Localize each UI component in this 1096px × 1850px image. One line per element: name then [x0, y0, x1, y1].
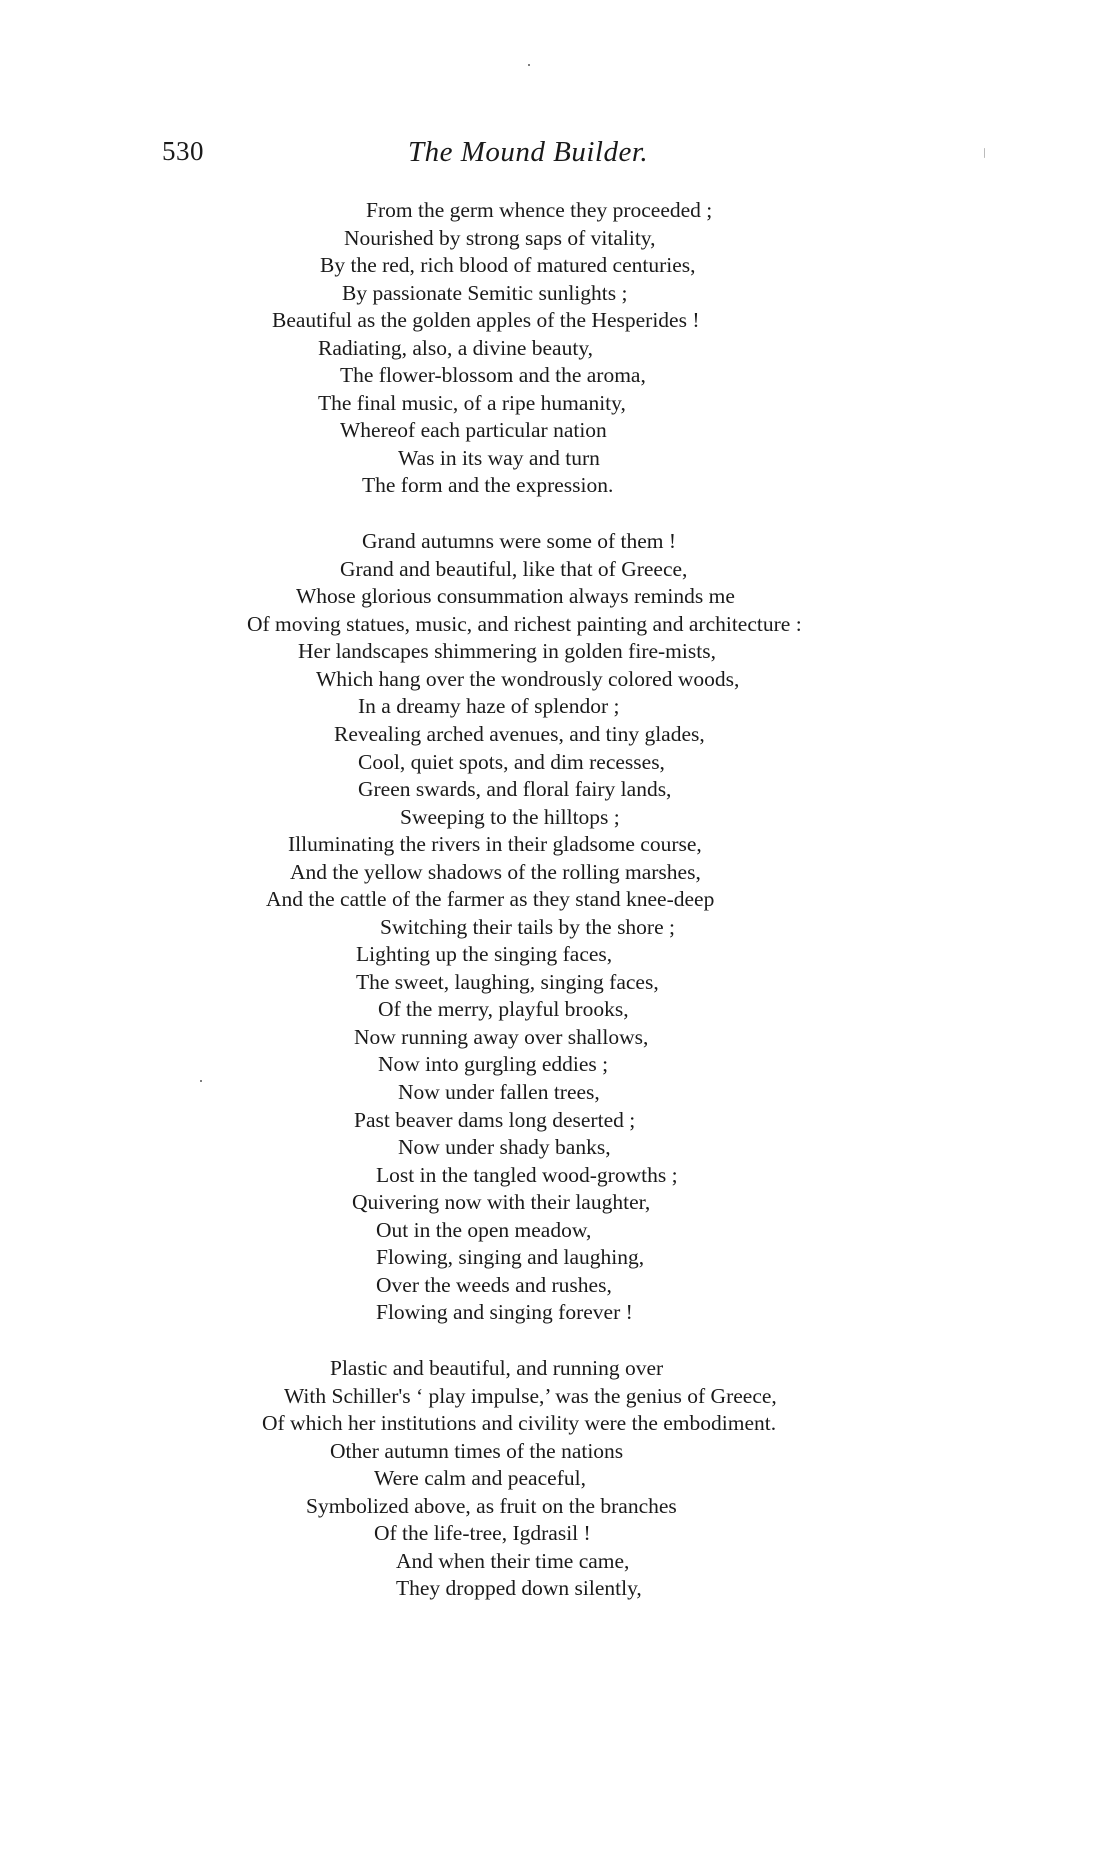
- poem-line: Was in its way and turn: [398, 446, 600, 470]
- page-number: 530: [162, 136, 204, 166]
- poem-line: Symbolized above, as fruit on the branches: [306, 1494, 677, 1518]
- poem-line: Revealing arched avenues, and tiny glades,: [334, 722, 705, 746]
- poem-line: The flower-blossom and the aroma,: [340, 363, 646, 387]
- poem-line: Were calm and peaceful,: [374, 1466, 586, 1490]
- poem-line: And when their time came,: [396, 1549, 630, 1573]
- poem-line: Other autumn times of the nations: [330, 1439, 624, 1463]
- poem-line: By the red, rich blood of matured centuries,: [320, 253, 696, 277]
- poem-line: Cool, quiet spots, and dim recesses,: [358, 750, 665, 774]
- poem-line: Beautiful as the golden apples of the Hesperides !: [272, 308, 700, 332]
- poem-line: The sweet, laughing, singing faces,: [356, 970, 659, 994]
- poem-line: Grand and beautiful, like that of Greece,: [340, 557, 688, 581]
- poem-line: Flowing, singing and laughing,: [376, 1245, 645, 1269]
- poem-line: Of which her institutions and civility were the embodiment.: [262, 1411, 777, 1435]
- poem-line: Quivering now with their laughter,: [352, 1190, 651, 1214]
- poem-line: The final music, of a ripe humanity,: [318, 391, 626, 415]
- poem-line: Illuminating the rivers in their gladsome course,: [288, 832, 702, 856]
- poem-line: Whereof each particular nation: [340, 418, 607, 442]
- poem-line: Green swards, and floral fairy lands,: [358, 777, 672, 801]
- poem-line: From the germ whence they proceeded ;: [366, 198, 713, 222]
- poem-line: Grand autumns were some of them !: [362, 529, 677, 553]
- poem-line: Of moving statues, music, and richest painting and architecture :: [247, 612, 802, 636]
- poem-line: Of the merry, playful brooks,: [378, 997, 629, 1021]
- poem-line: Flowing and singing forever !: [376, 1300, 633, 1324]
- poem-line: Now running away over shallows,: [354, 1025, 649, 1049]
- poem-line: Switching their tails by the shore ;: [380, 915, 675, 939]
- paper-speck: [528, 64, 530, 66]
- poem-line: And the yellow shadows of the rolling marshes,: [290, 860, 701, 884]
- poem-line: Of the life-tree, Igdrasil !: [374, 1521, 591, 1545]
- poem-line: Now into gurgling eddies ;: [378, 1052, 609, 1076]
- poem-line: In a dreamy haze of splendor ;: [358, 694, 620, 718]
- poem-line: With Schiller's ‘ play impulse,’ was the genius of Greece,: [284, 1384, 777, 1408]
- paper-speck: [984, 148, 985, 158]
- running-title: The Mound Builder.: [408, 136, 649, 168]
- poem-line: By passionate Semitic sunlights ;: [342, 281, 628, 305]
- poem-line: Plastic and beautiful, and running over: [330, 1356, 664, 1380]
- poem-line: Lighting up the singing faces,: [356, 942, 613, 966]
- poem-line: Which hang over the wondrously colored woods,: [316, 667, 740, 691]
- poem-line: Past beaver dams long deserted ;: [354, 1108, 636, 1132]
- poem-line: Out in the open meadow,: [376, 1218, 592, 1242]
- poem-line: And the cattle of the farmer as they stand knee-deep: [266, 887, 715, 911]
- poem-line: Over the weeds and rushes,: [376, 1273, 612, 1297]
- poem-line: Now under shady banks,: [398, 1135, 611, 1159]
- poem-line: Now under fallen trees,: [398, 1080, 600, 1104]
- poem-line: Nourished by strong saps of vitality,: [344, 226, 656, 250]
- poem-line: Whose glorious consummation always reminds me: [296, 584, 735, 608]
- poem-line: Radiating, also, a divine beauty,: [318, 336, 594, 360]
- poem-line: The form and the expression.: [362, 473, 614, 497]
- poem-line: They dropped down silently,: [396, 1576, 642, 1600]
- poem-line: Her landscapes shimmering in golden fire-mists,: [298, 639, 716, 663]
- poem-line: Lost in the tangled wood-growths ;: [376, 1163, 678, 1187]
- paper-speck: [200, 1080, 202, 1082]
- poem-line: Sweeping to the hilltops ;: [400, 805, 620, 829]
